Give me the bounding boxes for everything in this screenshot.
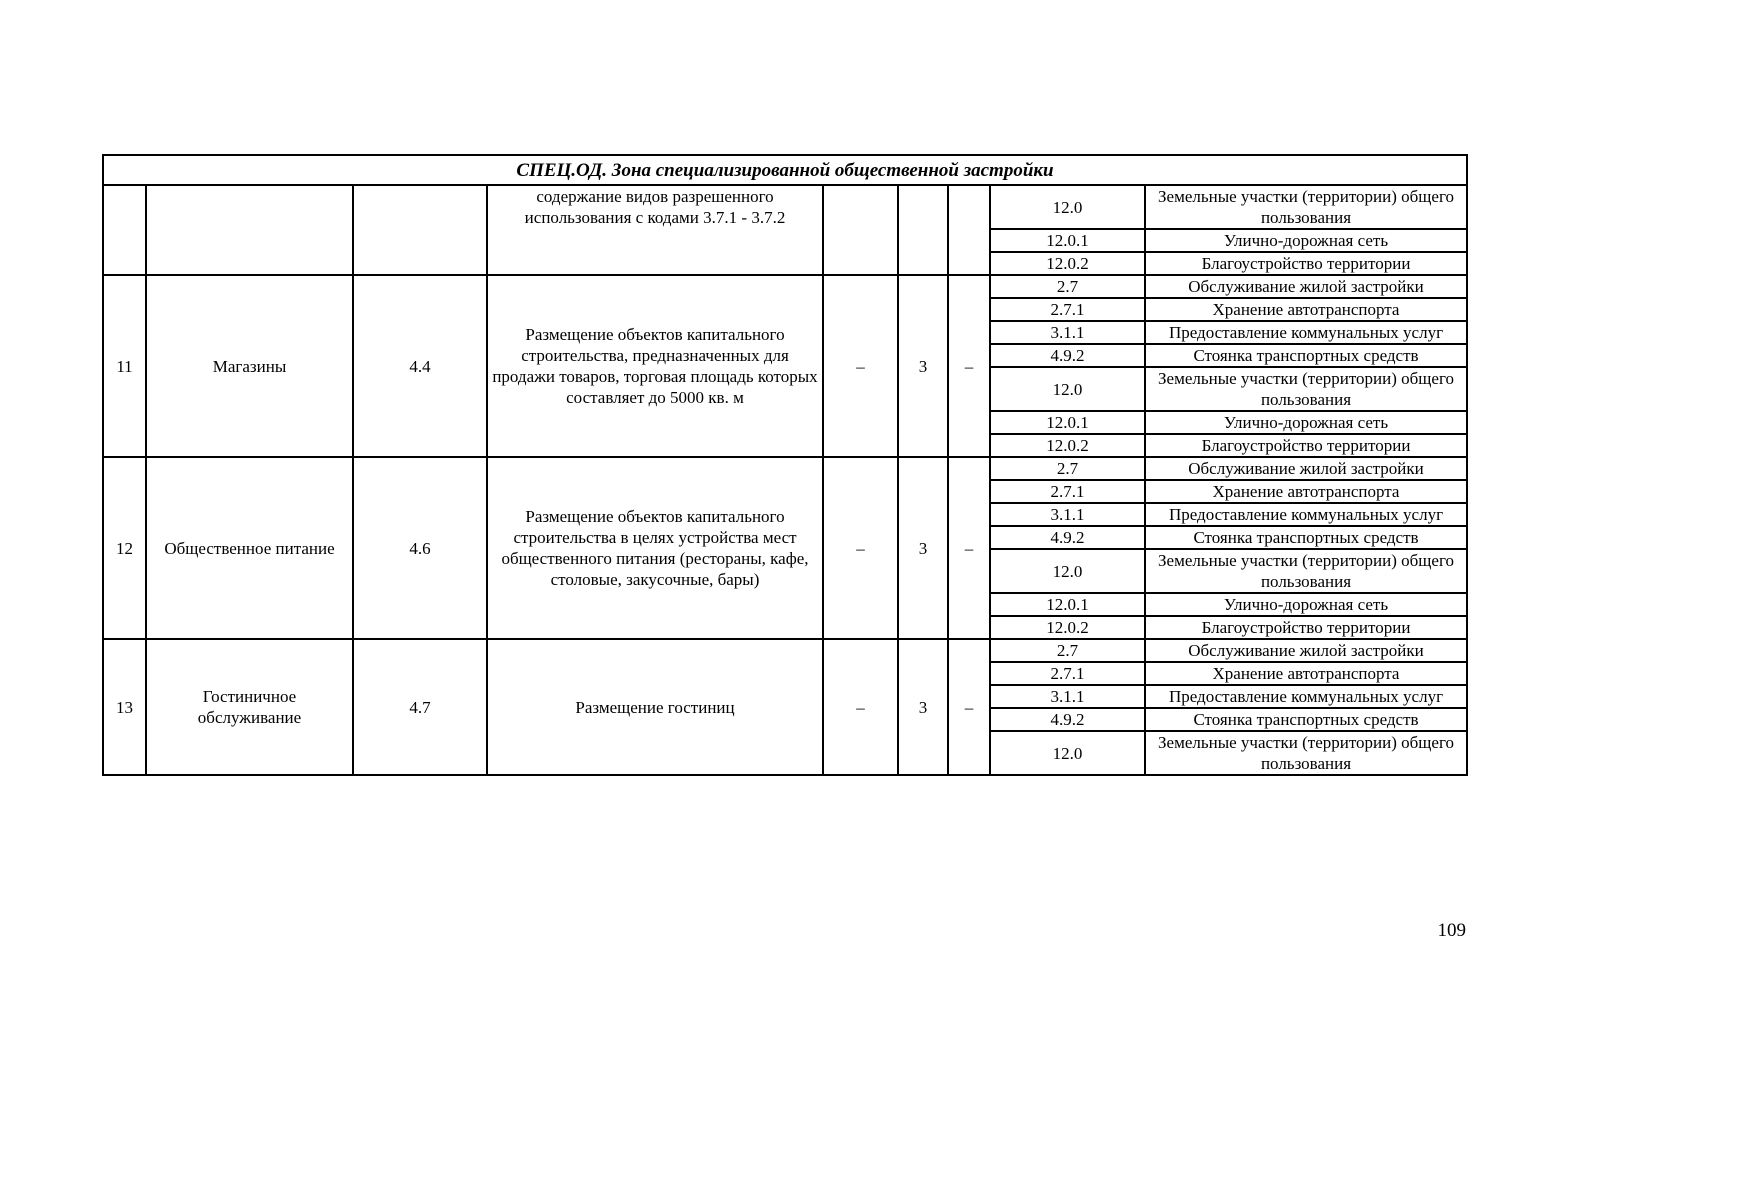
aux-description-cell: Улично-дорожная сеть <box>1145 593 1467 616</box>
aux-description-cell: Стоянка транспортных средств <box>1145 526 1467 549</box>
table-row <box>103 457 1467 480</box>
param-cell-2 <box>898 185 948 275</box>
aux-description-cell: Хранение автотранспорта <box>1145 662 1467 685</box>
aux-code-cell: 4.9.2 <box>990 708 1145 731</box>
param-cell-1: – <box>823 639 898 775</box>
table-row <box>103 275 1467 298</box>
use-code-cell <box>353 185 487 275</box>
aux-description-cell: Улично-дорожная сеть <box>1145 411 1467 434</box>
use-description-cell: Размещение гостиниц <box>487 639 823 775</box>
aux-description-cell: Благоустройство территории <box>1145 616 1467 639</box>
param-cell-1: – <box>823 457 898 639</box>
title-row <box>103 155 1467 185</box>
aux-code-cell: 12.0 <box>990 549 1145 593</box>
aux-code-cell: 4.9.2 <box>990 526 1145 549</box>
aux-description-cell: Обслуживание жилой застройки <box>1145 639 1467 662</box>
aux-code-cell: 3.1.1 <box>990 321 1145 344</box>
aux-code-cell: 12.0.2 <box>990 434 1145 457</box>
aux-description-cell: Обслуживание жилой застройки <box>1145 457 1467 480</box>
aux-description-cell: Земельные участки (территории) общего пользования <box>1145 731 1467 775</box>
aux-description-cell: Предоставление коммунальных услуг <box>1145 321 1467 344</box>
table-row <box>103 639 1467 662</box>
aux-code-cell: 2.7.1 <box>990 480 1145 503</box>
aux-description-cell: Стоянка транспортных средств <box>1145 708 1467 731</box>
use-name-cell <box>146 185 353 275</box>
aux-description-cell: Хранение автотранспорта <box>1145 480 1467 503</box>
aux-code-cell: 12.0.1 <box>990 229 1145 252</box>
row-number-cell: 11 <box>103 275 146 457</box>
aux-description-cell: Благоустройство территории <box>1145 434 1467 457</box>
aux-description-cell: Обслуживание жилой застройки <box>1145 275 1467 298</box>
aux-code-cell: 3.1.1 <box>990 685 1145 708</box>
use-code-cell: 4.4 <box>353 275 487 457</box>
aux-code-cell: 2.7.1 <box>990 662 1145 685</box>
aux-description-cell: Земельные участки (территории) общего пользования <box>1145 549 1467 593</box>
param-cell-1: – <box>823 275 898 457</box>
aux-code-cell: 12.0 <box>990 185 1145 229</box>
use-code-cell: 4.6 <box>353 457 487 639</box>
aux-description-cell: Предоставление коммунальных услуг <box>1145 503 1467 526</box>
row-number-cell: 12 <box>103 457 146 639</box>
aux-code-cell: 12.0.2 <box>990 616 1145 639</box>
aux-description-cell: Благоустройство территории <box>1145 252 1467 275</box>
use-description-cell: содержание видов разрешенного использования с кодами 3.7.1 - 3.7.2 <box>487 185 823 275</box>
aux-code-cell: 12.0 <box>990 367 1145 411</box>
aux-code-cell: 2.7 <box>990 275 1145 298</box>
aux-code-cell: 2.7 <box>990 639 1145 662</box>
aux-code-cell: 3.1.1 <box>990 503 1145 526</box>
aux-description-cell: Улично-дорожная сеть <box>1145 229 1467 252</box>
aux-code-cell: 4.9.2 <box>990 344 1145 367</box>
aux-code-cell: 2.7.1 <box>990 298 1145 321</box>
zone-table <box>102 154 1468 776</box>
param-cell-2: 3 <box>898 275 948 457</box>
page-number: 109 <box>1437 920 1466 941</box>
aux-description-cell: Предоставление коммунальных услуг <box>1145 685 1467 708</box>
param-cell-2: 3 <box>898 639 948 775</box>
use-name-cell: Гостиничное обслуживание <box>146 639 353 775</box>
aux-description-cell: Земельные участки (территории) общего пользования <box>1145 185 1467 229</box>
use-description-cell: Размещение объектов капитального строительства в целях устройства мест общественного питания (рестораны, кафе, столовые, закусочные, бары) <box>487 457 823 639</box>
aux-description-cell: Хранение автотранспорта <box>1145 298 1467 321</box>
aux-code-cell: 12.0.1 <box>990 411 1145 434</box>
zone-title: СПЕЦ.ОД. Зона специализированной общественной застройки <box>103 155 1467 185</box>
param-cell-3 <box>948 185 990 275</box>
use-name-cell: Общественное питание <box>146 457 353 639</box>
aux-description-cell: Земельные участки (территории) общего пользования <box>1145 367 1467 411</box>
aux-code-cell: 12.0.2 <box>990 252 1145 275</box>
aux-code-cell: 12.0.1 <box>990 593 1145 616</box>
table-body <box>103 155 1467 775</box>
param-cell-3: – <box>948 457 990 639</box>
param-cell-3: – <box>948 275 990 457</box>
aux-code-cell: 12.0 <box>990 731 1145 775</box>
row-number-cell: 13 <box>103 639 146 775</box>
aux-description-cell: Стоянка транспортных средств <box>1145 344 1467 367</box>
param-cell-1 <box>823 185 898 275</box>
param-cell-2: 3 <box>898 457 948 639</box>
use-name-cell: Магазины <box>146 275 353 457</box>
row-number-cell <box>103 185 146 275</box>
table-row <box>103 185 1467 229</box>
param-cell-3: – <box>948 639 990 775</box>
use-code-cell: 4.7 <box>353 639 487 775</box>
aux-code-cell: 2.7 <box>990 457 1145 480</box>
use-description-cell: Размещение объектов капитального строительства, предназначенных для продажи товаров, торговая площадь которых составляет до 5000 кв. м <box>487 275 823 457</box>
